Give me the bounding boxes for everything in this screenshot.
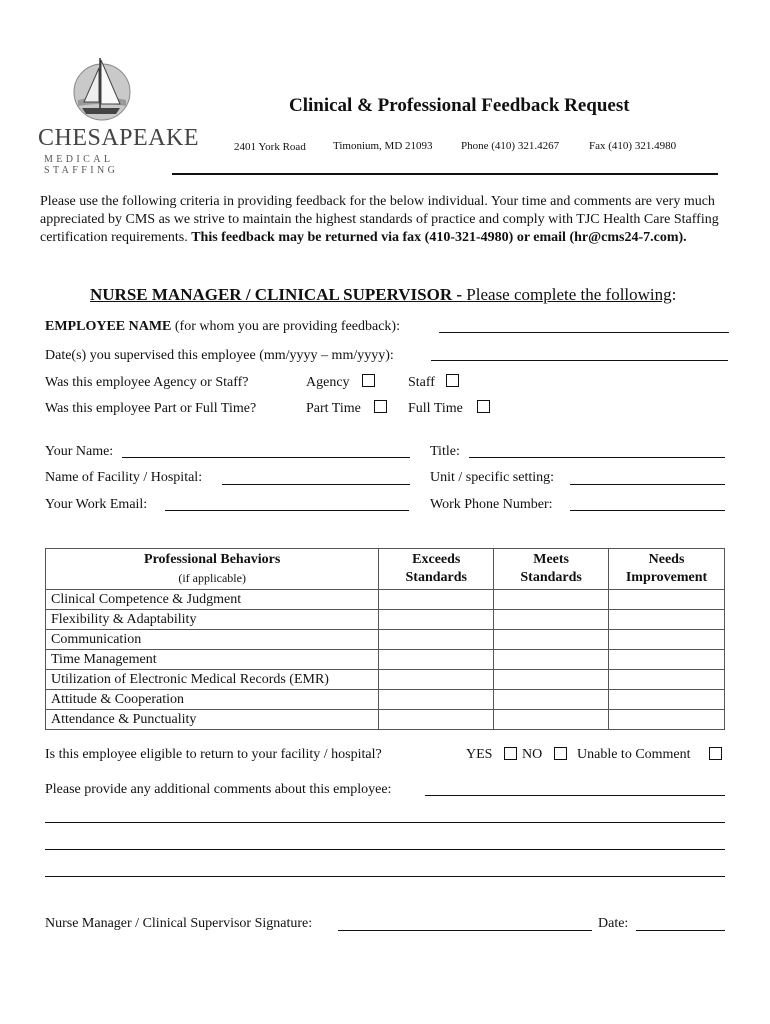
signature-field[interactable] <box>338 930 592 931</box>
logo-name: CHESAPEAKE <box>38 125 200 151</box>
meets-cell[interactable] <box>494 710 609 730</box>
table-row <box>46 590 725 610</box>
comments-field-line-4[interactable] <box>45 876 725 877</box>
meets-cell[interactable] <box>494 630 609 650</box>
work-phone-field[interactable] <box>570 510 725 511</box>
exceeds-cell[interactable] <box>379 670 494 690</box>
eligibility-question: Is this employee eligible to return to your facility / hospital? <box>45 747 382 762</box>
meets-cell[interactable] <box>494 610 609 630</box>
needs-improvement-cell[interactable] <box>609 670 725 690</box>
meets-cell[interactable] <box>494 590 609 610</box>
table-row <box>46 670 725 690</box>
form-title: Clinical & Professional Feedback Request <box>289 95 630 116</box>
exceeds-cell[interactable] <box>379 690 494 710</box>
behavior-label: Attendance & Punctuality <box>46 710 379 730</box>
needs-improvement-cell[interactable] <box>609 590 725 610</box>
address-city: Timonium, MD 21093 <box>333 140 433 152</box>
part-full-question: Was this employee Part or Full Time? <box>45 401 257 416</box>
your-name-label: Your Name: <box>45 444 114 459</box>
needs-improvement-cell[interactable] <box>609 650 725 670</box>
dates-label: Date(s) you supervised this employee (mm/yyyy – mm/yyyy): <box>45 348 394 363</box>
staff-checkbox[interactable] <box>446 374 459 387</box>
work-email-field[interactable] <box>165 510 409 511</box>
behaviors-column-header: Professional Behaviors (if applicable) <box>46 549 379 590</box>
exceeds-column-header: Exceeds Standards <box>379 549 494 590</box>
no-checkbox[interactable] <box>554 747 567 760</box>
exceeds-cell[interactable] <box>379 590 494 610</box>
needs-improvement-cell[interactable] <box>609 690 725 710</box>
table-row <box>46 710 725 730</box>
employee-name-field[interactable] <box>439 332 729 333</box>
agency-staff-question: Was this employee Agency or Staff? <box>45 375 249 390</box>
section-heading-instruction: Please complete the following <box>466 285 672 304</box>
header-divider <box>172 173 718 175</box>
section-heading: NURSE MANAGER / CLINICAL SUPERVISOR - Please complete the following: <box>90 285 677 304</box>
section-heading-role: NURSE MANAGER / CLINICAL SUPERVISOR - <box>90 285 467 304</box>
title-field[interactable] <box>469 457 725 458</box>
exceeds-cell[interactable] <box>379 710 494 730</box>
facility-label: Name of Facility / Hospital: <box>45 470 203 485</box>
address-street: 2401 York Road <box>234 141 306 153</box>
behavior-label: Clinical Competence & Judgment <box>46 590 379 610</box>
behavior-label: Attitude & Cooperation <box>46 690 379 710</box>
behavior-label: Communication <box>46 630 379 650</box>
needs-improvement-cell[interactable] <box>609 710 725 730</box>
part-time-checkbox[interactable] <box>374 400 387 413</box>
sailboat-emblem-icon <box>70 54 134 124</box>
signature-label: Nurse Manager / Clinical Supervisor Signature: <box>45 916 313 931</box>
needs-improvement-cell[interactable] <box>609 630 725 650</box>
unit-field[interactable] <box>570 484 725 485</box>
date-field[interactable] <box>636 930 725 931</box>
behavior-label: Utilization of Electronic Medical Records (EMR) <box>46 670 379 690</box>
unable-to-comment-label: Unable to Comment <box>577 747 691 762</box>
your-name-field[interactable] <box>122 457 410 458</box>
phone-number: Phone (410) 321.4267 <box>461 140 560 152</box>
full-time-label: Full Time <box>408 401 463 416</box>
comments-field-line-2[interactable] <box>45 822 725 823</box>
yes-label: YES <box>466 747 493 762</box>
behaviors-table <box>45 548 725 730</box>
exceeds-cell[interactable] <box>379 650 494 670</box>
company-logo <box>38 54 200 176</box>
comments-field-line-3[interactable] <box>45 849 725 850</box>
work-phone-label: Work Phone Number: <box>430 497 553 512</box>
employee-name-label: EMPLOYEE NAME (for whom you are providing feedback): <box>45 319 400 334</box>
logo-subtitle: MEDICAL STAFFING <box>44 154 119 176</box>
yes-checkbox[interactable] <box>504 747 517 760</box>
intro-paragraph <box>40 193 730 247</box>
table-row <box>46 650 725 670</box>
part-time-label: Part Time <box>306 401 361 416</box>
exceeds-cell[interactable] <box>379 610 494 630</box>
meets-cell[interactable] <box>494 690 609 710</box>
comments-field-line-1[interactable] <box>425 795 725 796</box>
intro-text: Please use the following criteria in providing feedback for the below individual. Your time and comments are very much appreciated by CMS as we strive to maintain the highest standards of practice and comply with TJC Health Care Staffing certification requirements. <box>40 194 719 245</box>
table-row <box>46 610 725 630</box>
table-row <box>46 630 725 650</box>
fax-number: Fax (410) 321.4980 <box>589 140 677 152</box>
meets-cell[interactable] <box>494 650 609 670</box>
agency-checkbox[interactable] <box>362 374 375 387</box>
meets-column-header: Meets Standards <box>494 549 609 590</box>
title-label: Title: <box>430 444 460 459</box>
dates-field[interactable] <box>431 360 728 361</box>
date-label: Date: <box>598 916 629 931</box>
needs-improvement-column-header: Needs Improvement <box>609 549 725 590</box>
facility-field[interactable] <box>222 484 410 485</box>
behavior-label: Time Management <box>46 650 379 670</box>
behavior-label: Flexibility & Adaptability <box>46 610 379 630</box>
unit-label: Unit / specific setting: <box>430 470 555 485</box>
meets-cell[interactable] <box>494 670 609 690</box>
table-row <box>46 690 725 710</box>
staff-label: Staff <box>408 375 435 390</box>
agency-label: Agency <box>306 375 350 390</box>
comments-label: Please provide any additional comments about this employee: <box>45 782 392 797</box>
table-header-row <box>46 549 725 590</box>
needs-improvement-cell[interactable] <box>609 610 725 630</box>
unable-to-comment-checkbox[interactable] <box>709 747 722 760</box>
exceeds-cell[interactable] <box>379 630 494 650</box>
intro-return-info: This feedback may be returned via fax (410-321-4980) or email (hr@cms24-7.com). <box>191 230 687 245</box>
work-email-label: Your Work Email: <box>45 497 148 512</box>
full-time-checkbox[interactable] <box>477 400 490 413</box>
no-label: NO <box>522 747 543 762</box>
